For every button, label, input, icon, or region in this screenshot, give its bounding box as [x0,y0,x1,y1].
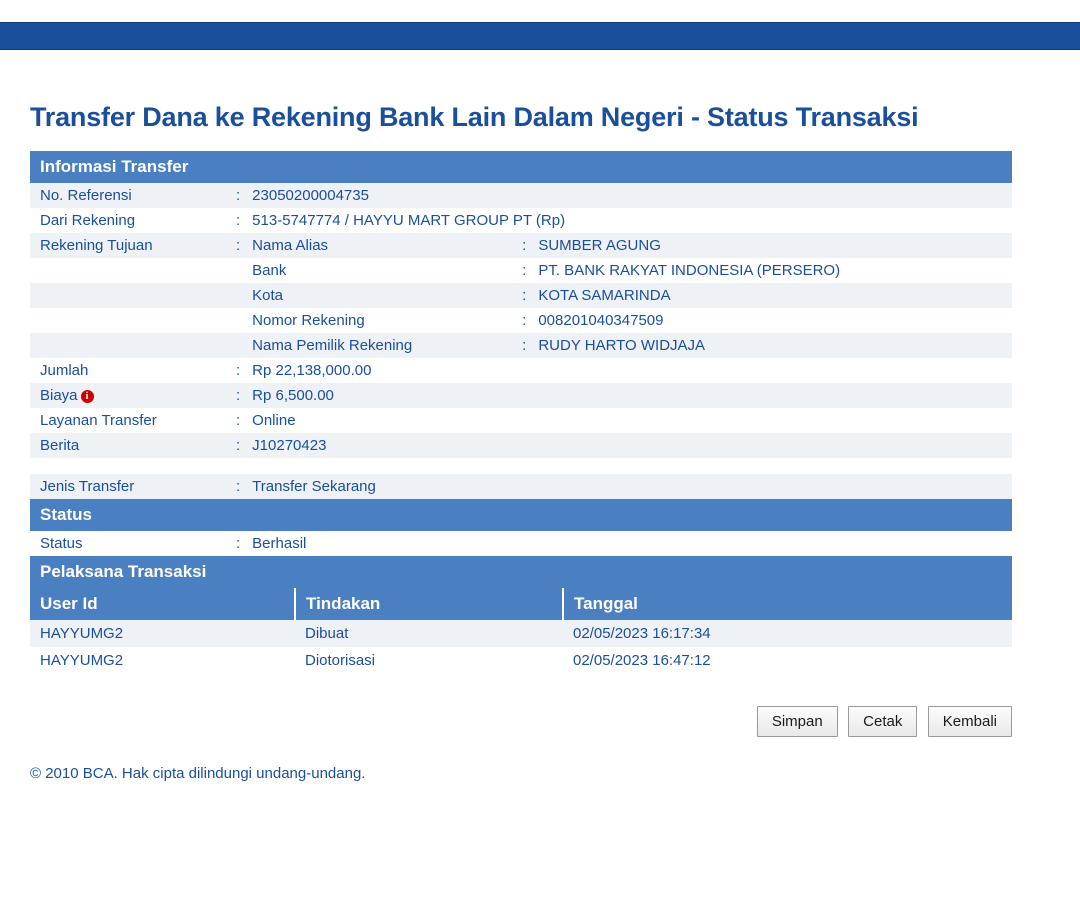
dest-owner-value: RUDY HARTO WIDJAJA [532,333,1012,358]
status-value: Berhasil [246,531,1012,556]
cell-user-id: HAYYUMG2 [30,647,295,674]
row-dest-owner [30,333,1012,358]
cell-date: 02/05/2023 16:47:12 [563,647,1012,674]
save-button[interactable]: Simpan [757,706,838,737]
table-row [30,620,1012,647]
dest-city-label: Kota [246,283,516,308]
empty-cell [30,283,230,308]
dest-number-value: 008201040347509 [532,308,1012,333]
empty-cell [30,333,230,358]
top-white-strip [0,0,1080,22]
row-note [30,433,1012,458]
colon: : [230,433,246,458]
transfer-info-header: Informasi Transfer [30,151,1012,183]
status-header-row [30,499,1012,531]
dest-account-label: Rekening Tujuan [30,233,230,258]
from-account-label: Dari Rekening [30,208,230,233]
service-value: Online [246,408,1012,433]
transfer-info-header-row [30,151,1012,183]
empty-cell [230,258,246,283]
dest-bank-value: PT. BANK RAKYAT INDONESIA (PERSERO) [532,258,1012,283]
transfer-type-value: Transfer Sekarang [246,474,1012,499]
dest-owner-label: Nama Pemilik Rekening [246,333,516,358]
executor-header-row [30,556,1012,588]
reference-value: 23050200004735 [246,183,1012,208]
colon: : [230,383,246,408]
dest-alias-value: SUMBER AGUNG [532,233,1012,258]
colon: : [230,531,246,556]
status-header: Status [30,499,1012,531]
row-dest-bank [30,258,1012,283]
row-transfer-type [30,474,1012,499]
reference-label: No. Referensi [30,183,230,208]
amount-label: Jumlah [30,358,230,383]
note-value: J10270423 [246,433,1012,458]
info-icon[interactable]: i [81,390,94,403]
service-label: Layanan Transfer [30,408,230,433]
colon: : [516,308,532,333]
fee-label-cell [30,383,230,408]
colon: : [230,358,246,383]
page-title: Transfer Dana ke Rekening Bank Lain Dalam Negeri - Status Transaksi [30,102,919,132]
from-account-value: 513-5747774 / HAYYU MART GROUP PT (Rp) [246,208,1012,233]
executor-header: Pelaksana Transaksi [30,556,1012,588]
empty-cell [230,333,246,358]
executor-column-header-row [30,588,1012,620]
row-dest-alias [30,233,1012,258]
colon: : [230,208,246,233]
transfer-type-label: Jenis Transfer [30,474,230,499]
column-action: Tindakan [295,588,563,620]
colon: : [516,233,532,258]
footer-copyright: © 2010 BCA. Hak cipta dilindungi undang-undang. [30,765,366,782]
cell-action: Dibuat [295,620,563,647]
transfer-info-table [30,151,1012,588]
fee-label: Biaya [40,387,78,404]
colon: : [230,183,246,208]
status-label: Status [30,531,230,556]
row-amount [30,358,1012,383]
colon: : [516,283,532,308]
dest-alias-label: Nama Alias [246,233,516,258]
button-bar [30,706,1012,737]
colon: : [230,474,246,499]
row-service [30,408,1012,433]
row-reference [30,183,1012,208]
cell-date: 02/05/2023 16:17:34 [563,620,1012,647]
column-user-id: User Id [30,588,295,620]
note-label: Berita [30,433,230,458]
empty-cell [230,283,246,308]
fee-value: Rp 6,500.00 [246,383,1012,408]
colon: : [230,233,246,258]
empty-cell [230,308,246,333]
dest-number-label: Nomor Rekening [246,308,516,333]
row-fee [30,383,1012,408]
page-content [0,102,1080,782]
empty-cell [30,258,230,283]
cell-user-id: HAYYUMG2 [30,620,295,647]
top-blue-bar [0,22,1080,50]
dest-bank-label: Bank [246,258,516,283]
table-row [30,647,1012,674]
colon: : [516,333,532,358]
colon: : [230,408,246,433]
empty-cell [30,308,230,333]
row-status [30,531,1012,556]
dest-city-value: KOTA SAMARINDA [532,283,1012,308]
amount-value: Rp 22,138,000.00 [246,358,1012,383]
executor-table [30,588,1012,674]
column-date: Tanggal [563,588,1012,620]
back-button[interactable]: Kembali [928,706,1012,737]
colon: : [516,258,532,283]
row-dest-city [30,283,1012,308]
cell-action: Diotorisasi [295,647,563,674]
row-dest-number [30,308,1012,333]
spacer [30,458,1012,474]
row-from-account [30,208,1012,233]
print-button[interactable]: Cetak [848,706,917,737]
